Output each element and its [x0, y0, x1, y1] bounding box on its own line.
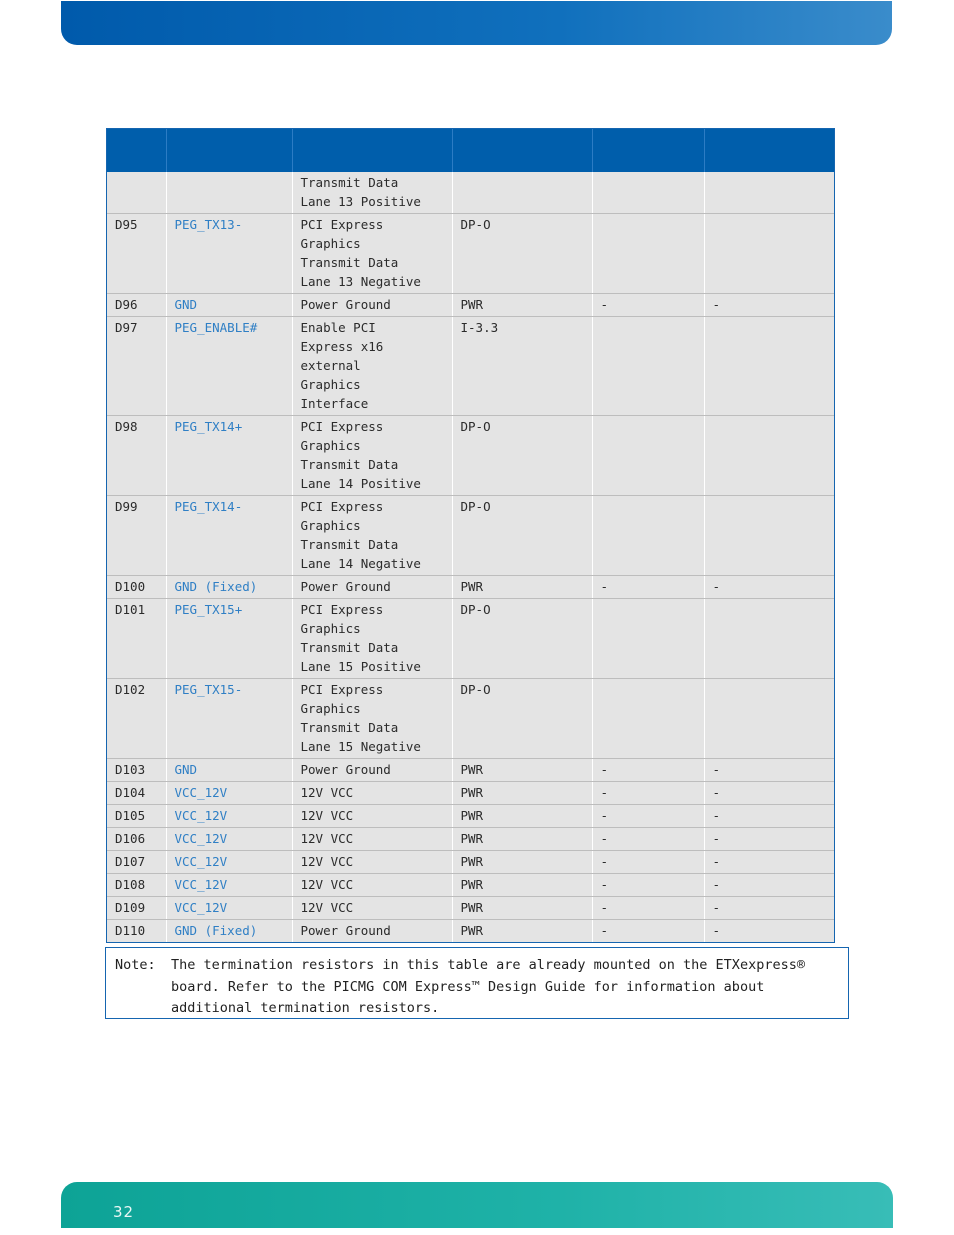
description-cell: PCI Express Graphics Transmit Data Lane 13 Negative	[292, 214, 452, 294]
signal-cell: VCC_12V	[166, 897, 292, 920]
comment-cell	[704, 317, 834, 416]
description-cell: 12V VCC	[292, 874, 452, 897]
description-cell: PCI Express Graphics Transmit Data Lane 14 Positive	[292, 416, 452, 496]
table-row	[107, 294, 834, 317]
type-cell: DP-O	[452, 599, 592, 679]
termination-cell	[592, 599, 704, 679]
type-cell: PWR	[452, 874, 592, 897]
comment-cell: -	[704, 897, 834, 920]
signal-cell: PEG_TX14-	[166, 496, 292, 576]
pin-table	[106, 128, 835, 943]
table-row	[107, 782, 834, 805]
termination-cell: -	[592, 782, 704, 805]
type-cell: PWR	[452, 294, 592, 317]
signal-cell: VCC_12V	[166, 851, 292, 874]
termination-cell: -	[592, 874, 704, 897]
table-row	[107, 851, 834, 874]
type-cell: PWR	[452, 920, 592, 943]
pin-cell: D101	[107, 599, 166, 679]
header-cell	[452, 129, 592, 172]
header-bar	[61, 1, 892, 45]
termination-cell	[592, 679, 704, 759]
signal-cell: GND	[166, 294, 292, 317]
description-cell: PCI Express Graphics Transmit Data Lane 15 Positive	[292, 599, 452, 679]
pin-cell: D100	[107, 576, 166, 599]
description-cell: Power Ground	[292, 920, 452, 943]
footer-bar	[61, 1182, 893, 1228]
table-body	[107, 172, 834, 942]
termination-cell: -	[592, 294, 704, 317]
comment-cell: -	[704, 920, 834, 943]
table-row	[107, 897, 834, 920]
note-label: Note:	[115, 957, 156, 973]
pin-cell: D108	[107, 874, 166, 897]
termination-cell: -	[592, 828, 704, 851]
comment-cell	[704, 599, 834, 679]
type-cell: PWR	[452, 805, 592, 828]
header-cell	[704, 129, 834, 172]
comment-cell: -	[704, 294, 834, 317]
description-cell: 12V VCC	[292, 851, 452, 874]
pin-cell: D102	[107, 679, 166, 759]
description-cell: Power Ground	[292, 294, 452, 317]
pin-cell: D96	[107, 294, 166, 317]
termination-cell	[592, 214, 704, 294]
pin-cell: D95	[107, 214, 166, 294]
signal-cell: PEG_TX15-	[166, 679, 292, 759]
description-cell: 12V VCC	[292, 805, 452, 828]
type-cell: DP-O	[452, 679, 592, 759]
table-row	[107, 576, 834, 599]
termination-cell: -	[592, 920, 704, 943]
comment-cell: -	[704, 874, 834, 897]
table-row	[107, 828, 834, 851]
table-row	[107, 172, 834, 214]
table-row	[107, 679, 834, 759]
termination-cell: -	[592, 851, 704, 874]
type-cell: PWR	[452, 782, 592, 805]
type-cell: DP-O	[452, 214, 592, 294]
table-row	[107, 759, 834, 782]
signal-cell: VCC_12V	[166, 828, 292, 851]
type-cell: DP-O	[452, 496, 592, 576]
pin-cell: D109	[107, 897, 166, 920]
header-cell	[292, 129, 452, 172]
pin-cell: D106	[107, 828, 166, 851]
description-cell: 12V VCC	[292, 897, 452, 920]
pin-cell: D98	[107, 416, 166, 496]
description-cell: PCI Express Graphics Transmit Data Lane 15 Negative	[292, 679, 452, 759]
termination-cell	[592, 496, 704, 576]
table-header	[107, 129, 834, 172]
signal-cell: PEG_ENABLE#	[166, 317, 292, 416]
comment-cell	[704, 679, 834, 759]
signal-cell: GND (Fixed)	[166, 576, 292, 599]
pin-cell: D107	[107, 851, 166, 874]
description-cell: Enable PCI Express x16 external Graphics Interface	[292, 317, 452, 416]
termination-cell	[592, 172, 704, 214]
comment-cell	[704, 416, 834, 496]
pin-cell: D104	[107, 782, 166, 805]
page-number: 32	[113, 1203, 135, 1221]
signal-cell: GND (Fixed)	[166, 920, 292, 943]
comment-cell: -	[704, 576, 834, 599]
type-cell: PWR	[452, 897, 592, 920]
description-cell: Transmit Data Lane 13 Positive	[292, 172, 452, 214]
signal-cell: VCC_12V	[166, 805, 292, 828]
header-cell	[107, 129, 166, 172]
signal-cell: PEG_TX13-	[166, 214, 292, 294]
termination-cell: -	[592, 897, 704, 920]
termination-cell	[592, 416, 704, 496]
type-cell: PWR	[452, 759, 592, 782]
table-row	[107, 416, 834, 496]
pin-cell: D110	[107, 920, 166, 943]
comment-cell: -	[704, 851, 834, 874]
termination-cell: -	[592, 576, 704, 599]
signal-cell	[166, 172, 292, 214]
comment-cell: -	[704, 759, 834, 782]
signal-cell: VCC_12V	[166, 782, 292, 805]
description-cell: PCI Express Graphics Transmit Data Lane 14 Negative	[292, 496, 452, 576]
termination-cell: -	[592, 759, 704, 782]
type-cell: DP-O	[452, 416, 592, 496]
type-cell	[452, 172, 592, 214]
table-row	[107, 599, 834, 679]
type-cell: I-3.3	[452, 317, 592, 416]
pin-cell	[107, 172, 166, 214]
signal-cell: PEG_TX15+	[166, 599, 292, 679]
description-cell: Power Ground	[292, 576, 452, 599]
comment-cell	[704, 172, 834, 214]
description-cell: 12V VCC	[292, 828, 452, 851]
table-row	[107, 805, 834, 828]
signal-cell: VCC_12V	[166, 874, 292, 897]
pin-cell: D97	[107, 317, 166, 416]
signal-cell: PEG_TX14+	[166, 416, 292, 496]
type-cell: PWR	[452, 851, 592, 874]
header-cell	[166, 129, 292, 172]
comment-cell	[704, 496, 834, 576]
table-row	[107, 920, 834, 943]
note-text: The termination resistors in this table are already mounted on the ETXexpress® board. Refer to the PICMG COM Express™ Design Guide for information about additional termination resistors.	[171, 957, 805, 1016]
comment-cell	[704, 214, 834, 294]
description-cell: Power Ground	[292, 759, 452, 782]
table-row	[107, 874, 834, 897]
type-cell: PWR	[452, 828, 592, 851]
pin-cell: D105	[107, 805, 166, 828]
pin-cell: D103	[107, 759, 166, 782]
note-box	[105, 947, 849, 1019]
type-cell: PWR	[452, 576, 592, 599]
comment-cell: -	[704, 828, 834, 851]
pin-cell: D99	[107, 496, 166, 576]
table-row	[107, 214, 834, 294]
termination-cell	[592, 317, 704, 416]
table-row	[107, 317, 834, 416]
table-row	[107, 496, 834, 576]
comment-cell: -	[704, 782, 834, 805]
signal-cell: GND	[166, 759, 292, 782]
header-cell	[592, 129, 704, 172]
termination-cell: -	[592, 805, 704, 828]
comment-cell: -	[704, 805, 834, 828]
description-cell: 12V VCC	[292, 782, 452, 805]
